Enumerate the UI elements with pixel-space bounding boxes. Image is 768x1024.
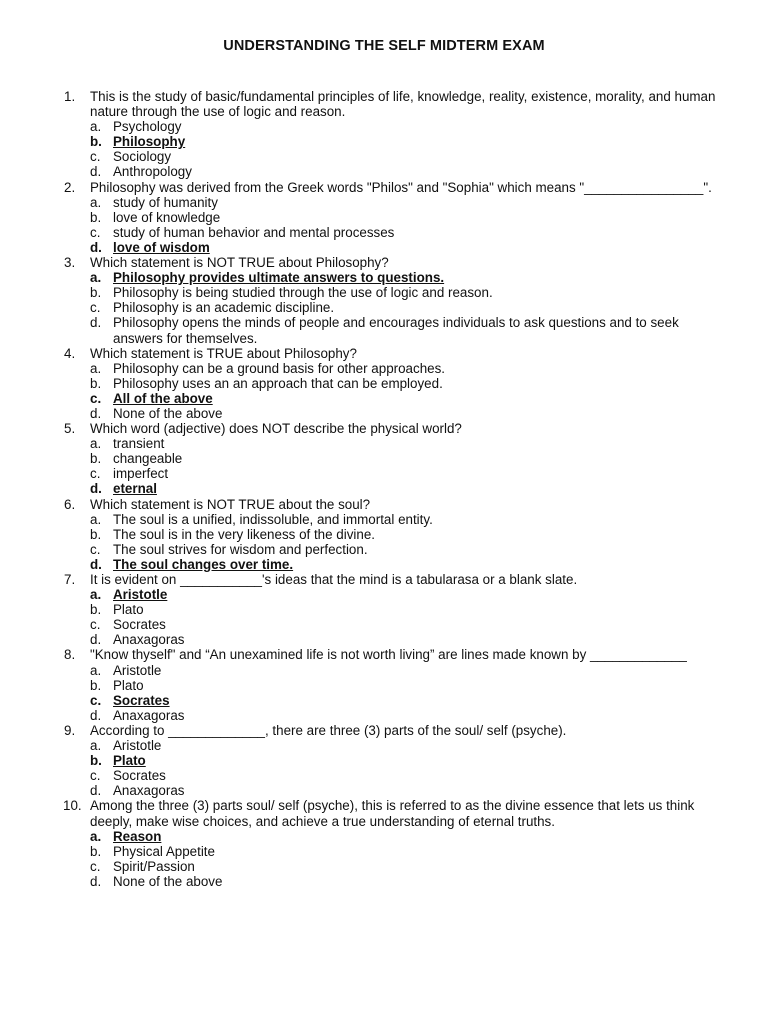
option-letter: b. [90, 843, 102, 859]
answer-option [90, 874, 724, 889]
option-letter: c. [90, 300, 101, 316]
question-text: According to _____________, there are three (3) parts of the soul/ self (psyche). [90, 722, 567, 738]
option-text: study of humanity [113, 194, 218, 210]
question-text: Philosophy was derived from the Greek words "Philos" and "Sophia" which means "________________". [90, 179, 712, 195]
question-number: 10. [63, 798, 82, 814]
answer-option [90, 527, 724, 542]
option-text: Physical Appetite [113, 843, 215, 859]
question-1 [64, 89, 724, 180]
option-text: Philosophy is being studied through the use of logic and reason. [113, 285, 493, 301]
question-number: 1. [64, 89, 76, 104]
question-6 [64, 497, 724, 572]
question-number: 9. [64, 722, 76, 738]
option-letter: b. [90, 285, 102, 301]
option-text: Plato [113, 677, 144, 693]
answer-option [90, 406, 724, 421]
option-text: Anthropology [113, 164, 192, 180]
answer-option-correct [90, 481, 724, 496]
option-letter: c. [90, 692, 102, 708]
option-text: The soul changes over time. [113, 556, 294, 572]
option-letter: d. [90, 556, 102, 572]
question-text: Which statement is TRUE about Philosophy? [90, 345, 357, 361]
answer-option [90, 285, 724, 300]
question-number: 3. [64, 255, 76, 271]
page-title: UNDERSTANDING THE SELF MIDTERM EXAM [223, 38, 545, 54]
option-letter: b. [90, 375, 102, 391]
option-text: The soul strives for wisdom and perfection. [113, 541, 368, 557]
option-letter: d. [90, 783, 102, 799]
option-list [90, 436, 724, 496]
option-text: Philosophy provides ultimate answers to questions. [113, 270, 445, 286]
option-list [90, 270, 724, 345]
question-text: Among the three (3) parts soul/ self (psyche), this is referred to as the divine essence that lets us think deeply, make wise choices, and achieve a true understanding of eternal truths. [90, 798, 695, 829]
option-letter: b. [90, 134, 102, 150]
option-letter: a. [90, 194, 102, 210]
answer-option [90, 361, 724, 376]
option-text: Socrates [113, 692, 170, 708]
answer-option [90, 119, 724, 134]
question-number: 4. [64, 345, 76, 361]
option-letter: a. [90, 119, 102, 135]
question-number: 5. [64, 421, 76, 437]
answer-option [90, 617, 724, 632]
answer-option [90, 602, 724, 617]
answer-option-correct [90, 134, 724, 149]
option-text: Socrates [113, 617, 166, 633]
option-letter: b. [90, 526, 102, 542]
question-number: 6. [64, 496, 76, 512]
question-number: 7. [64, 572, 76, 587]
option-text: changeable [113, 451, 183, 467]
option-text: Spirit/Passion [113, 858, 195, 874]
question-4 [64, 346, 724, 421]
option-text: Plato [113, 602, 144, 618]
answer-option [90, 300, 724, 315]
option-letter: c. [90, 466, 101, 482]
option-letter: c. [90, 149, 101, 165]
question-9 [64, 723, 724, 798]
option-text: Philosophy [113, 134, 186, 150]
option-letter: b. [90, 753, 102, 769]
option-letter: a. [90, 828, 102, 844]
answer-option [90, 149, 724, 164]
option-list [90, 663, 724, 723]
option-letter: c. [90, 617, 101, 633]
option-text: study of human behavior and mental processes [113, 224, 395, 240]
option-text: Philosophy uses an an approach that can be employed. [113, 375, 443, 391]
answer-option [90, 768, 724, 783]
option-list [90, 587, 724, 647]
answer-option [90, 451, 724, 466]
answer-option-correct [90, 240, 724, 255]
option-letter: a. [90, 587, 102, 603]
option-letter: d. [90, 164, 102, 180]
option-text: Plato [113, 753, 146, 769]
answer-option [90, 632, 724, 647]
option-text: Sociology [113, 149, 172, 165]
option-text: Anaxagoras [113, 632, 185, 648]
question-number: 2. [64, 179, 76, 195]
option-letter: a. [90, 511, 102, 527]
option-letter: a. [90, 738, 102, 754]
option-text: Socrates [113, 768, 166, 784]
answer-option [90, 678, 724, 693]
answer-option [90, 195, 724, 210]
question-8 [64, 647, 724, 722]
answer-option [90, 436, 724, 451]
option-letter: d. [90, 315, 102, 331]
answer-option [90, 164, 724, 179]
question-2 [64, 180, 724, 255]
answer-option [90, 466, 724, 481]
option-text: Philosophy can be a ground basis for other approaches. [113, 360, 446, 376]
answer-option-correct [90, 693, 724, 708]
answer-option [90, 315, 724, 345]
option-text: Aristotle [113, 662, 162, 678]
option-letter: c. [90, 541, 101, 557]
question-number: 8. [64, 647, 76, 663]
option-text: Philosophy opens the minds of people and encourages individuals to ask questions and to seek answers for themselves. [113, 315, 679, 346]
option-list [90, 361, 724, 421]
answer-option [90, 708, 724, 723]
answer-option [90, 783, 724, 798]
answer-option [90, 225, 724, 240]
option-letter: d. [90, 632, 102, 648]
question-text: "Know thyself" and “An unexamined life is not worth living” are lines made known by _____________ [90, 647, 687, 663]
option-letter: d. [90, 873, 102, 889]
question-text: This is the study of basic/fundamental principles of life, knowledge, reality, existence, morality, and human nature through the use of logic and reason. [90, 89, 716, 120]
option-text: None of the above [113, 873, 223, 889]
option-text: Aristotle [113, 738, 162, 754]
option-letter: d. [90, 239, 102, 255]
option-letter: d. [90, 707, 102, 723]
option-list [90, 195, 724, 255]
answer-option [90, 859, 724, 874]
option-letter: a. [90, 436, 102, 452]
answer-option-correct [90, 270, 724, 285]
option-text: love of knowledge [113, 209, 221, 225]
answer-option [90, 738, 724, 753]
answer-option-correct [90, 391, 724, 406]
option-letter: d. [90, 481, 102, 497]
question-text: Which statement is NOT TRUE about the soul? [90, 496, 371, 512]
question-3 [64, 255, 724, 346]
answer-option [90, 844, 724, 859]
option-letter: c. [90, 768, 101, 784]
answer-option [90, 542, 724, 557]
option-letter: d. [90, 405, 102, 421]
option-letter: a. [90, 360, 102, 376]
answer-option-correct [90, 753, 724, 768]
option-letter: b. [90, 602, 102, 618]
option-text: eternal [113, 481, 157, 497]
answer-option [90, 663, 724, 678]
option-text: Psychology [113, 119, 182, 135]
option-letter: b. [90, 677, 102, 693]
option-list [90, 829, 724, 889]
option-text: Reason [113, 828, 162, 844]
option-letter: b. [90, 451, 102, 467]
option-text: love of wisdom [113, 239, 210, 255]
question-text: Which statement is NOT TRUE about Philosophy? [90, 255, 389, 271]
answer-option [90, 512, 724, 527]
answer-option [90, 376, 724, 391]
answer-option-correct [90, 557, 724, 572]
question-text: Which word (adjective) does NOT describe the physical world? [90, 421, 462, 437]
option-list [90, 119, 724, 179]
option-text: The soul is a unified, indissoluble, and immortal entity. [113, 511, 433, 527]
question-text: It is evident on ___________'s ideas that the mind is a tabularasa or a blank slate. [90, 572, 578, 587]
answer-option-correct [90, 587, 724, 602]
option-list [90, 512, 724, 572]
option-letter: c. [90, 224, 101, 240]
option-text: None of the above [113, 405, 223, 421]
option-letter: a. [90, 270, 102, 286]
option-text: imperfect [113, 466, 169, 482]
option-letter: c. [90, 390, 102, 406]
option-letter: c. [90, 858, 101, 874]
option-text: transient [113, 436, 165, 452]
answer-option [90, 210, 724, 225]
option-letter: b. [90, 209, 102, 225]
option-text: Anaxagoras [113, 707, 185, 723]
option-letter: a. [90, 662, 102, 678]
answer-option-correct [90, 829, 724, 844]
option-text: Anaxagoras [113, 783, 185, 799]
option-text: All of the above [113, 390, 213, 406]
question-list [64, 89, 724, 889]
option-text: Aristotle [113, 587, 168, 603]
question-10 [64, 798, 724, 889]
option-list [90, 738, 724, 798]
option-text: Philosophy is an academic discipline. [113, 300, 335, 316]
question-7 [64, 572, 724, 647]
option-text: The soul is in the very likeness of the divine. [113, 526, 375, 542]
question-5 [64, 421, 724, 496]
